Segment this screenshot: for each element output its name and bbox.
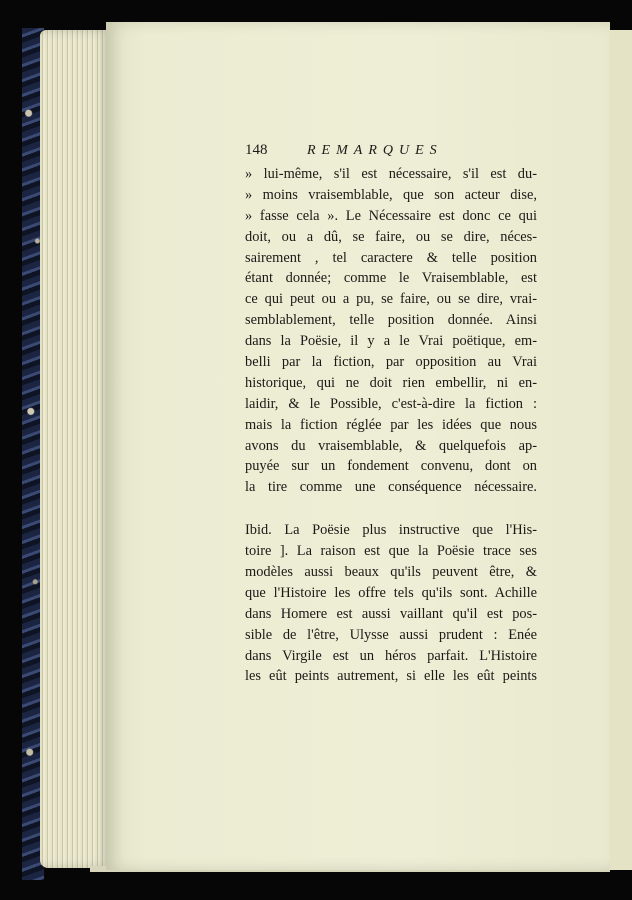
text-line: ce qui peut ou a pu, se faire, ou se dire, vrai- — [245, 291, 537, 308]
text-line: dans Virgile est un héros parfait. L'Histoire — [245, 647, 537, 664]
text-line: dans Homere est aussi vaillant qu'il est pos- — [245, 605, 537, 622]
running-head: REMARQUES — [307, 143, 443, 158]
text-line: les eût peints autrement, si elle les eût peints — [245, 668, 537, 685]
text-line: avons du vraisemblable, & quelquefois ap- — [245, 437, 537, 454]
paragraph-gap — [245, 498, 537, 520]
page-text — [245, 142, 537, 687]
text-line: mais la fiction réglée par les idées que nous — [245, 416, 537, 433]
page-header — [245, 142, 537, 162]
page-number: 148 — [245, 142, 268, 158]
page-edges — [40, 30, 110, 868]
text-line: sible de l'être, Ulysse aussi prudent : Enée — [245, 626, 537, 643]
text-line: semblablement, telle position donnée. Ainsi — [245, 312, 537, 329]
text-line: doit, ou a dû, se faire, ou se dire, néces- — [245, 228, 537, 245]
text-line: » fasse cela ». Le Nécessaire est donc ce qui — [245, 207, 537, 224]
text-line: que l'Histoire les offre tels qu'ils sont. Achille — [245, 584, 537, 601]
paragraph-1 — [245, 164, 537, 498]
text-line: toire ]. La raison est que la Poësie trace ses — [245, 543, 537, 560]
text-line: puyée sur un fondement convenu, dont on — [245, 458, 537, 475]
text-line: belli par la fiction, par opposition au Vrai — [245, 354, 537, 371]
text-line: étant donnée; comme le Vraisemblable, est — [245, 270, 537, 287]
text-line: sairement , tel caractere & telle position — [245, 249, 537, 266]
text-line: » lui-même, s'il est nécessaire, s'il est du- — [245, 166, 537, 182]
text-line: la tire comme une conséquence nécessaire. — [245, 479, 537, 496]
text-line: Ibid. La Poësie plus instructive que l'His- — [245, 522, 537, 539]
text-line: historique, qui ne doit rien embellir, ni en- — [245, 374, 537, 391]
text-line: dans la Poësie, il y a le Vrai poëtique, em- — [245, 333, 537, 350]
text-line: modèles aussi beaux qu'ils peuvent être, & — [245, 564, 537, 581]
paragraph-2 — [245, 520, 537, 687]
text-line: » moins vraisemblable, que son acteur dise, — [245, 186, 537, 203]
text-line: laidir, & le Possible, c'est-à-dire la fiction : — [245, 395, 537, 412]
